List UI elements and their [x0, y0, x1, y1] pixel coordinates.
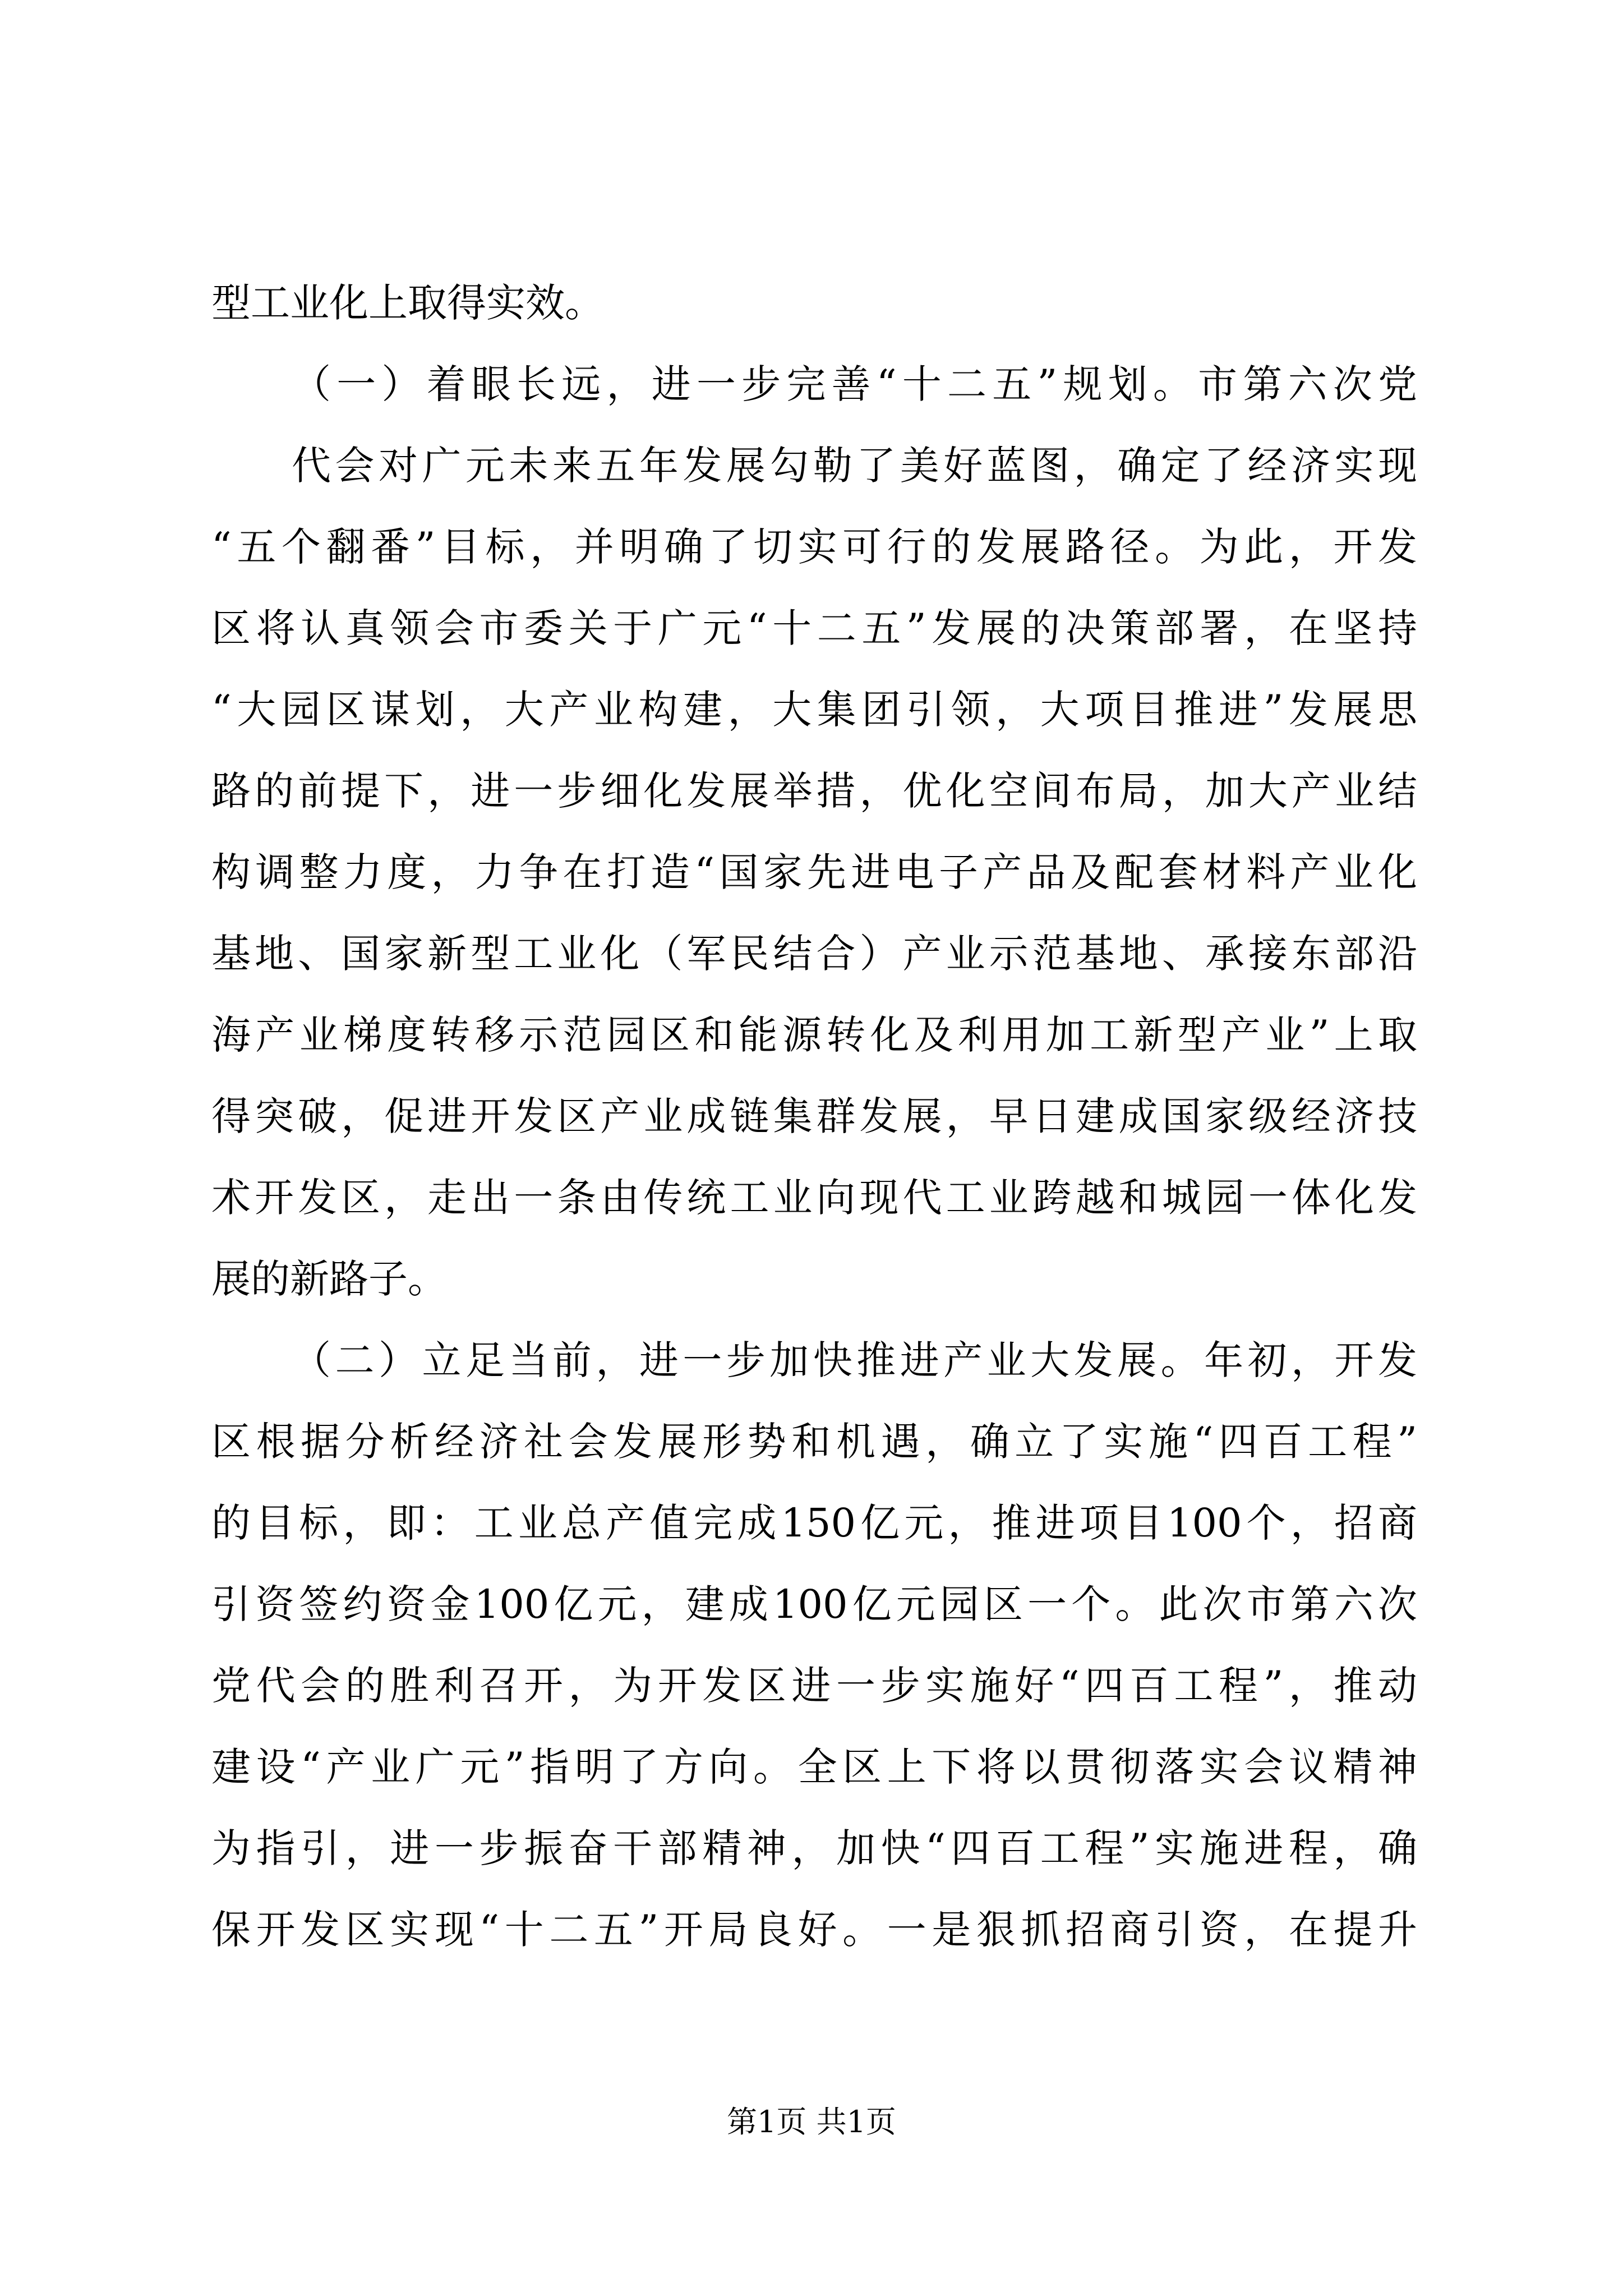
text-line-8: 构调整力度，力争在打造“国家先进电子产品及配套材料产业化 [211, 849, 1417, 895]
text-line-3: 代会对广元未来五年发展勾勒了美好蓝图，确定了经济实现 [292, 443, 1417, 489]
text-line-12: 术开发区，走出一条由传统工业向现代工业跨越和城园一体化发 [211, 1175, 1417, 1221]
text-line-19: 建设“产业广元”指明了方向。全区上下将以贯彻落实会议精神 [211, 1744, 1417, 1790]
text-line-9: 基地、国家新型工业化（军民结合）产业示范基地、承接东部沿 [211, 931, 1417, 977]
text-line-6: “大园区谋划，大产业构建，大集团引领，大项目推进”发展思 [211, 687, 1417, 733]
text-line-10: 海产业梯度转移示范园区和能源转化及利用加工新型产业”上取 [211, 1012, 1417, 1058]
text-line-15: 区根据分析经济社会发展形势和机遇，确立了实施“四百工程” [211, 1419, 1417, 1465]
page-number-footer: 第1页 共1页 [727, 2104, 896, 2139]
text-line-18: 党代会的胜利召开，为开发区进一步实施好“四百工程”，推动 [211, 1663, 1417, 1709]
text-line-14: （二）立足当前，进一步加快推进产业大发展。年初，开发 [292, 1337, 1417, 1383]
text-line-7: 路的前提下，进一步细化发展举措，优化空间布局，加大产业结 [211, 768, 1417, 814]
text-line-4: “五个翻番”目标，并明确了切实可行的发展路径。为此，开发 [211, 524, 1417, 570]
text-line-1: 型工业化上取得实效。 [211, 280, 604, 326]
text-line-16: 的目标，即：工业总产值完成150亿元，推进项目100个，招商 [211, 1500, 1417, 1546]
text-line-11: 得突破，促进开发区产业成链集群发展，早日建成国家级经济技 [211, 1093, 1417, 1139]
text-line-13: 展的新路子。 [211, 1256, 447, 1302]
text-line-5: 区将认真领会市委关于广元“十二五”发展的决策部署，在坚持 [211, 605, 1417, 651]
text-line-17: 引资签约资金100亿元，建成100亿元园区一个。此次市第六次 [211, 1581, 1417, 1627]
text-line-2: （一）着眼长远，进一步完善“十二五”规划。市第六次党 [292, 361, 1417, 407]
text-line-21: 保开发区实现“十二五”开局良好。一是狠抓招商引资，在提升 [211, 1907, 1417, 1953]
text-line-20: 为指引，进一步振奋干部精神，加快“四百工程”实施进程，确 [211, 1825, 1417, 1871]
